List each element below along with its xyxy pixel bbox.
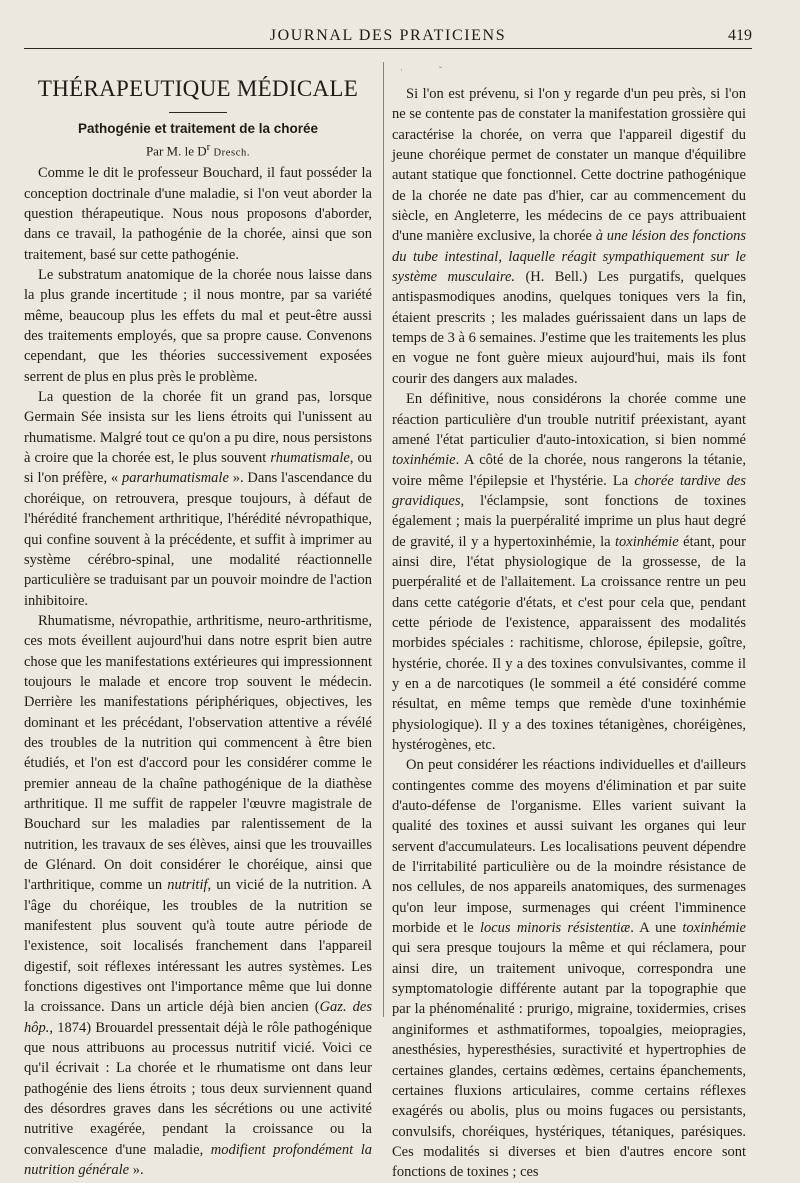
- title-rule: [169, 112, 227, 113]
- text-run: , 1874) Brouardel pressentait déjà le rôle pathogénique que nous attribuons au processus nutritif vicié. Voici ce qu'il écrivait : La chorée et le rhumatisme ont dans leur pathogénie des liens étroits ; tous deux surviennent quand des désordres graves dans les sécrétions ou une activité nutritive exagérée, pendant la croissance ou la convalescence d'une maladie,: [24, 1019, 372, 1158]
- author-name: Dresch.: [213, 147, 251, 159]
- italic-text: nutritif: [167, 877, 208, 894]
- column-divider: [383, 62, 384, 1017]
- text-run: La question de la chorée fit un grand pas, lorsque Germain Sée insista sur les liens étroits qui l'unissent au rhumatisme. Malgré tout ce qu'on a pu dire, nous persistons à croire que la chorée est, le plus souvent: [24, 389, 372, 467]
- paragraph: [24, 611, 372, 1181]
- right-column: [392, 64, 746, 1183]
- text-run: , ou si l'on préfère, «: [24, 450, 372, 487]
- text-run: ». Dans l'ascendance du choréique, on retrouvera, presque toujours, à défaut de l'hérédité franchement arthritique, l'hérédité névropathique, qui confine souvent à la précédente, et suffit à imprimer au système cérébro-spinal, une modalité réactionnelle particulière se traduisant par un pouvoir moindre de l'action inhibitoire.: [24, 470, 373, 609]
- text-run: ».: [129, 1162, 144, 1179]
- paragraph: [24, 387, 372, 611]
- text-run: étant, pour ainsi dire, l'état physiologique de la grossesse, de la puerpéralité et de l'allaitement. La croissance rentre un peu dans cette catégorie d'états, et c'est pour cela que, pendant cette période de l'existence, apparaissent des modalités morbides spéciales : rachitisme, chlorose, épilepsie, goître, hystérie, chorée. Il y a des toxines convulsivantes, comme il y en a de narcotiques (le sommeil a été considéré comme résultat, en même temps que remède d'une toxinhémie physiologique). Il y a des toxines tétanigènes, choréigènes, hystérogènes, etc.: [392, 533, 747, 753]
- running-head: [24, 26, 752, 49]
- italic-text: locus minoris résistentiæ: [479, 920, 631, 937]
- paragraph: Comme le dit le professeur Bouchard, il faut posséder la conception doctrinale d'une maladie, si l'on veut aborder la question thérapeutique. Nous nous proposons d'aborder, dans ce travail, la pathogénie de la chorée, ainsi que son traitement, basé sur cette pathogénie.: [24, 165, 372, 263]
- italic-text: à une lésion des fonctions du tube intestinal, laquelle réagit sympathiquement sur le système musculaire.: [392, 228, 746, 286]
- italic-text: toxinhémie: [682, 920, 746, 937]
- italic-text: Gaz. des hôp.: [24, 999, 372, 1036]
- section-title: THÉRAPEUTIQUE MÉDICALE: [37, 76, 359, 101]
- text-run: (H. Bell.) Les purgatifs, quelques antispasmodiques anodins, quelques toniques vers la fin, étaient prescrits ; les malades guérissaient dans un laps de temps de 3 à 6 semaines. J'estime que les traitements les plus en vogue ne font guère mieux aujourd'hui, mais ils font courir des dangers aux malades.: [392, 269, 746, 387]
- text-run: En définitive, nous considérons la chorée comme une réaction particulière d'un trouble nutritif préexistant, ayant amené l'état particulier d'auto-intoxication, si bien nommé: [392, 391, 746, 448]
- journal-title: JOURNAL DES PRATICIENS: [269, 27, 507, 44]
- paragraph: Le substratum anatomique de la chorée nous laisse dans la plus grande incertitude ; il nous montre, par sa variété même, beaucoup plus les effets du mal et peut-être aussi des traitements employés, que sa propre cause. Convenons cependant, que les théories successivement exposées serrent de plus en plus près le problème.: [24, 267, 372, 385]
- text-run: . A côté de la chorée, nous rangerons la tétanie, voire même l'épilepsie et l'hystérie. La: [392, 452, 746, 489]
- paragraph: [392, 389, 746, 755]
- text-run: qui sera presque toujours la même et qui réclamera, pour ainsi dire, un traitement univoque, correspondra une symptomatologie différente autant par la topographie que par la phénoménalité : prurigo, migraine, toxidermies, crises anginiformes et asthmatiformes, topoalgies, meiopragies, anesthésies, hyperesthésies, suractivité et hypertrophies de certaines glandes, certains œdèmes, certains épanchements, certaines fluxions articulaires, comme certains réflexes exagérés ou abolis, plus ou moins fugaces ou persistants, convulsifs, choréiques, hystériques, tétaniques, parésiques. Ces modalités si diverses et bien d'autres encore sont fonctions de toxines ; ces: [392, 940, 746, 1181]
- text-run: , l'éclampsie, sont fonctions de toxines également ; mais la puerpéralité imprime un plus haut degré de gravité, il y a hypertoxinhémie, la: [392, 492, 746, 550]
- byline: [24, 138, 372, 162]
- text-run: Si l'on est prévenu, si l'on y regarde d'un peu près, si l'on ne se contente pas de constater la manifestation grossière qui caractérise la chorée, on verra que l'appareil digestif du jeune choréique permet de constater un manque d'équilibre autant statique que fonctionnel. Cette doctrine pathogénique de la chorée ne date pas d'hier, car au commencement du siècle, en Angleterre, les médecins de ce pays attribuaient d'une manière exclusive, la chorée: [392, 86, 746, 245]
- italic-text: rhumatismale: [270, 450, 350, 467]
- italic-text: modifient profondément la nutrition générale: [24, 1141, 372, 1179]
- italic-text: pararhumatismale: [122, 470, 229, 487]
- left-column: [24, 64, 372, 1181]
- print-marks: · ˇ: [400, 65, 442, 75]
- page-number: 419: [728, 27, 752, 44]
- paragraph: [392, 84, 746, 389]
- article-title: Pathogénie et traitement de la chorée: [77, 121, 319, 136]
- italic-text: chorée tardive des gravidiques: [392, 472, 746, 509]
- text-run: , un vicié de la nutrition. A l'âge du choréique, les troubles de la nutrition se manifestent plus souvent qu'à toute autre période de l'existence, soit localisés franchement dans l'appareil digestif, soit réflexes intéressant les autres systèmes. Les fonctions digestives ont l'importance même que lui donne la croissance. Dans un article déjà bien ancien (: [24, 877, 372, 1016]
- text-run: On peut considérer les réactions individuelles et d'ailleurs contingentes comme des moyens d'élimination et par suite d'auto-défense de l'organisme. Elles varient suivant la qualité des toxines et aussi suivant les organes qui leur servent d'accumulateurs. Les localisations peuvent dépendre de l'irritabilité particulière ou de la moindre résistance de nos cellules, de nos appareils anatomiques, des surmenages qu'on leur impose, surmenages qui créent l'imminence morbide et le: [392, 757, 746, 937]
- paragraph: [392, 755, 746, 1182]
- italic-text: toxinhémie: [392, 452, 456, 469]
- italic-text: toxinhémie: [615, 533, 679, 550]
- text-run: Rhumatisme, névropathie, arthritisme, neuro-arthritisme, ces mots éveillent aujourd'hui dans notre esprit bien autre chose que les manifestations extérieures qui impressionnent toujours le malade et encore trop souvent le médecin. Derrière les manifestations périphériques, objectives, les dominant et les précédant, l'observation attentive a révélé des troubles de la nutrition qui commencent à être bien étudiés, et l'on est d'accord pour les considérer comme le premier anneau de la chaîne pathogénique de la diathèse arthritique. Il me suffit de rappeler l'œuvre magistrale de Bouchard sur les maladies par ralentissement de la nutrition, les travaux de ses élèves, ainsi que les trouvailles de Glénard. On doit considérer le choréique, ainsi que l'arthritique, comme un: [24, 612, 372, 894]
- text-run: . A une: [630, 920, 683, 937]
- byline-prefix: Par M. le D: [145, 143, 207, 159]
- byline-superscript: r: [206, 141, 211, 153]
